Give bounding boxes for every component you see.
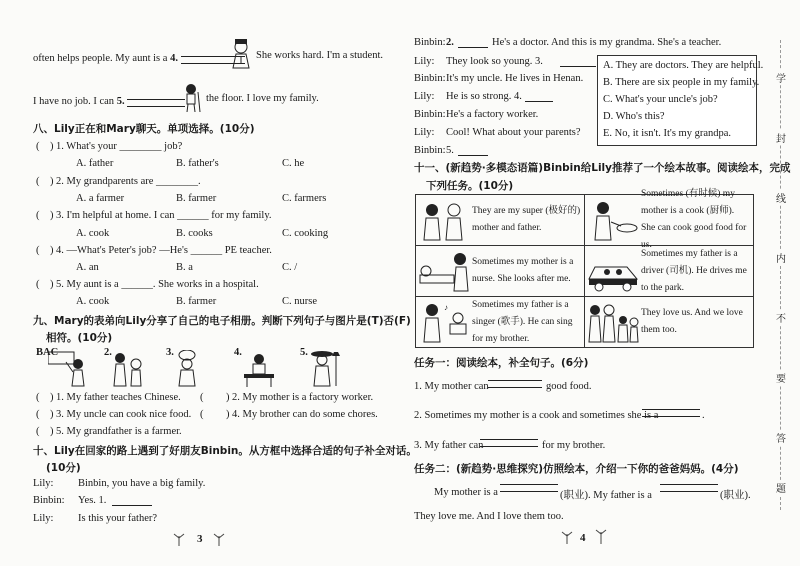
- picture-1-label: BAC: [36, 347, 59, 358]
- mother-cooking-icon: [585, 198, 641, 242]
- story-cell-4: Sometimes my father is a driver (司机). He drives me to the park.: [585, 246, 754, 297]
- story-cell-5: ♪ Sometimes my father is a singer (歌手). He can sing for my brother.: [416, 297, 585, 348]
- options-box: A. They are doctors. They are helpful. B. There are six people in my family. C. What's your uncle's job? D. Who's this? E. No, it isn't. It's my grandpa.: [597, 55, 757, 146]
- section-10-title: 十、Lily在回家的路上遇到了好朋友Binbin。从方框中选择合适的句子补全对话。: [33, 445, 417, 457]
- sprout-icon: [560, 530, 574, 544]
- dialog-blank-5[interactable]: [458, 146, 488, 156]
- section-9-title: 九、Mary的表弟向Lily分享了自己的电子相册。判断下列句子与图片是(T)否(F): [33, 315, 411, 327]
- task1-blank-2[interactable]: [642, 403, 700, 417]
- task-2-title: 任务二：(新趋势·思维探究)仿照绘本，介绍一下你的爸爸妈妈。(4分): [414, 463, 739, 475]
- task-1-title: 任务一：阅读绘本，补全句子。(6分): [414, 357, 589, 369]
- task1-blank-3[interactable]: [480, 433, 538, 447]
- answer-paren-8-4[interactable]: ): [50, 245, 54, 256]
- section-11-title: 十一、(新趋势·多模态语篇)Binbin给Lily推荐了一个绘本故事。阅读绘本，完成: [414, 162, 791, 174]
- answer-paren-8-3[interactable]: ): [50, 210, 54, 221]
- task2-blank-mother[interactable]: [500, 478, 558, 492]
- sprout-icon: [594, 528, 608, 544]
- nurse-icon: [228, 38, 254, 70]
- svg-text:♪: ♪: [444, 303, 448, 312]
- parents-icon: [416, 198, 472, 242]
- tf-paren-9-5[interactable]: ): [50, 426, 54, 437]
- family-icon: [585, 300, 641, 344]
- story-cell-3: Sometimes my mother is a nurse. She looks after me.: [416, 246, 585, 297]
- sprout-icon: [172, 532, 186, 546]
- story-cell-2: Sometimes (有时候) my mother is a cook (厨师). She can cook good food for us.: [585, 195, 754, 246]
- tf-paren-9-3[interactable]: ): [50, 409, 54, 420]
- farmer-icon: [306, 348, 342, 388]
- page-number-right: 4: [580, 532, 586, 544]
- nurse-bed-icon: [416, 249, 472, 293]
- task1-blank-1[interactable]: [488, 374, 542, 388]
- tf-paren-9-4[interactable]: ): [226, 409, 230, 420]
- tf-paren-9-1[interactable]: ): [50, 392, 54, 403]
- answer-paren-8-5[interactable]: ): [50, 279, 54, 290]
- boy-desk-icon: [242, 352, 276, 388]
- dialog-blank-2[interactable]: [458, 38, 488, 48]
- dialog-blank-4[interactable]: [525, 92, 553, 102]
- left-top-line-2: I have no job. I can 5.: [33, 93, 185, 107]
- page-number-left: 3: [197, 533, 203, 545]
- binding-margin: 学 封 线 内 不 要 答 题: [772, 40, 790, 510]
- father-singing-icon: [416, 300, 472, 344]
- teacher-board-icon: [48, 350, 88, 388]
- answer-paren-8-2[interactable]: ): [50, 176, 54, 187]
- picture-book-table: [415, 189, 754, 348]
- left-top-line-1: often helps people. My aunt is a 4.: [33, 50, 245, 64]
- task2-blank-father[interactable]: [660, 478, 718, 492]
- chef-icon: [172, 350, 202, 388]
- mother-son-icon: [108, 350, 148, 388]
- sprout-icon: [212, 532, 226, 546]
- story-cell-1: They are my super (极好的) mother and father.: [416, 195, 585, 246]
- blank-5[interactable]: [127, 93, 185, 107]
- story-cell-6: They love us. And we love them too.: [585, 297, 754, 348]
- answer-paren-8-1[interactable]: ): [50, 141, 54, 152]
- dialog-blank-3[interactable]: [560, 57, 596, 67]
- section-8-title: 八、Lily正在和Mary聊天。单项选择。(10分): [33, 123, 255, 135]
- tf-paren-9-2[interactable]: ): [226, 392, 230, 403]
- sweeping-boy-icon: [180, 82, 202, 114]
- dialog-blank-1[interactable]: [112, 496, 152, 506]
- car-driver-icon: [585, 249, 641, 293]
